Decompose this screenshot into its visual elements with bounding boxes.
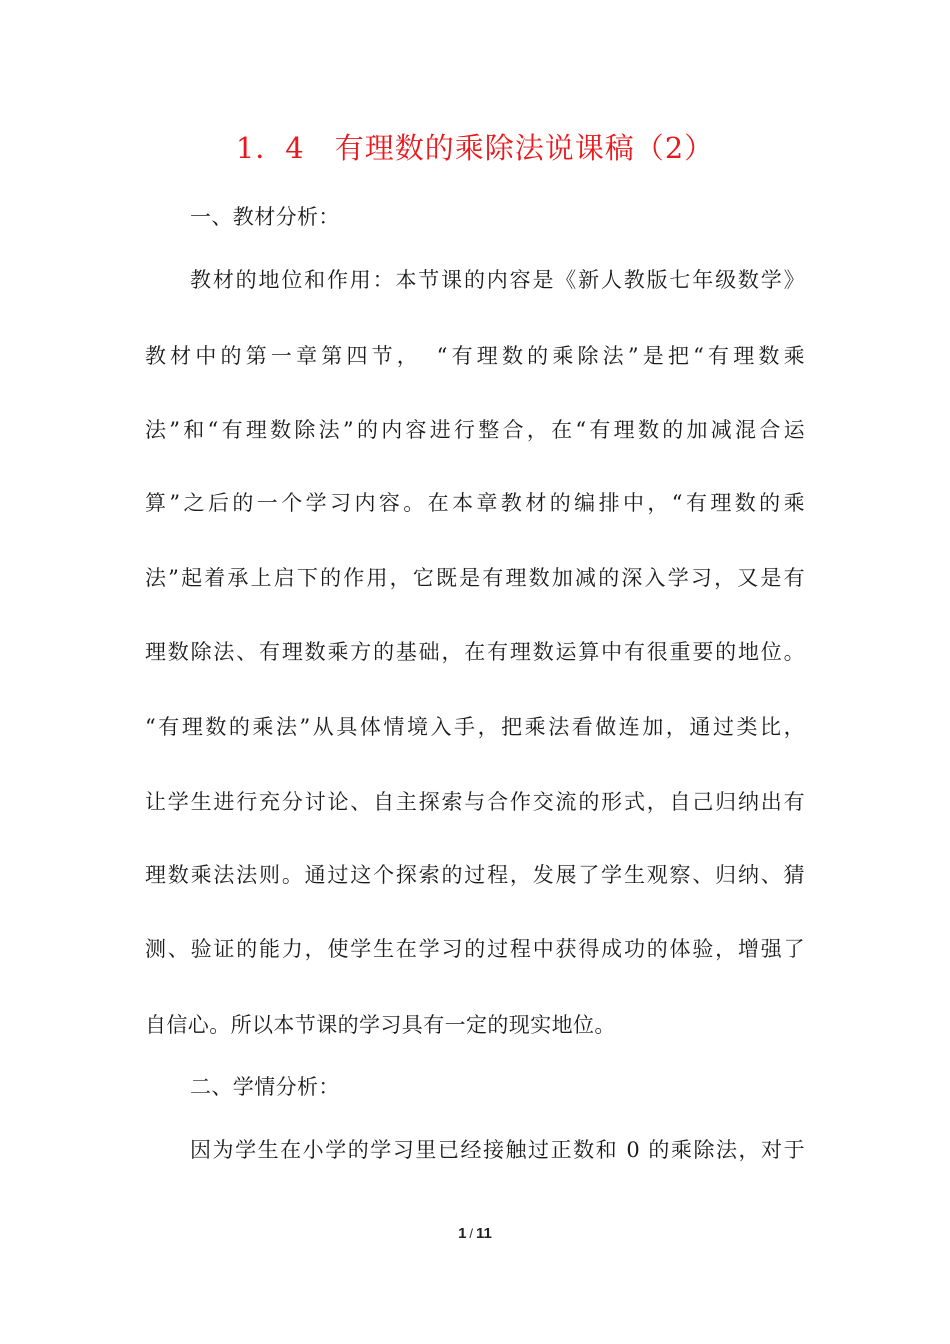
paragraph-line: 测、验证的能力，使学生在学习的过程中获得成功的体验，增强了 <box>145 937 805 961</box>
paragraph-line: 算”之后的一个学习内容。在本章教材的编排中，“有理数的乘 <box>145 491 805 515</box>
document-title: 1．4 有理数的乘除法说课稿（2） <box>235 131 715 165</box>
paragraph-line: 法”起着承上启下的作用，它既是有理数加减的深入学习，又是有 <box>145 566 805 590</box>
section-heading-student-analysis: 二、学情分析： <box>190 1075 340 1099</box>
paragraph-line: 让学生进行充分讨论、自主探索与合作交流的形式，自己归纳出有 <box>145 790 805 814</box>
page-current: 1 <box>458 1225 467 1242</box>
paragraph-line: 法”和“有理数除法”的内容进行整合，在“有理数的加减混合运 <box>145 418 805 442</box>
paragraph-line: 因为学生在小学的学习里已经接触过正数和 0 的乘除法，对于 <box>190 1138 805 1162</box>
paragraph-line: 理数乘法法则。通过这个探索的过程，发展了学生观察、归纳、猜 <box>145 863 805 887</box>
paragraph-line: 自信心。所以本节课的学习具有一定的现实地位。 <box>145 1013 616 1037</box>
paragraph-line: 教材中的第一章第四节， “有理数的乘除法”是把“有理数乘 <box>145 344 805 368</box>
paragraph-line: 理数除法、有理数乘方的基础，在有理数运算中有很重要的地位。 <box>145 640 805 664</box>
paragraph-line: “有理数的乘法”从具体情境入手，把乘法看做连加，通过类比， <box>145 715 805 739</box>
page-number <box>0 1225 950 1242</box>
page-total: 11 <box>476 1225 492 1242</box>
paragraph-line: 教材的地位和作用：本节课的内容是《新人教版七年级数学》 <box>190 268 805 292</box>
page-separator: / <box>469 1226 474 1241</box>
section-heading-textbook-analysis: 一、教材分析： <box>190 205 340 229</box>
